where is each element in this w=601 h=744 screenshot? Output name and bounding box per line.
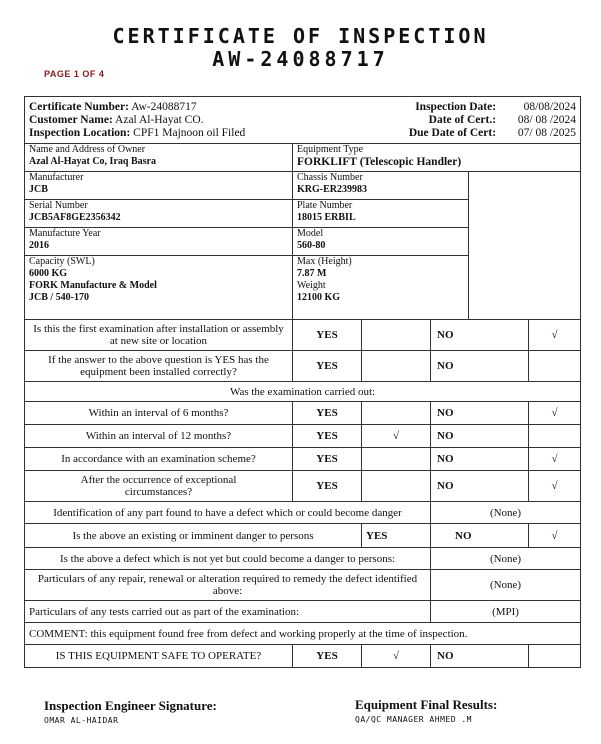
plate-value: 18015 ERBIL xyxy=(297,212,356,223)
repair-particulars-answer: (None) xyxy=(431,570,581,601)
future-danger-answer: (None) xyxy=(431,548,581,570)
question-installed-correctly: If the answer to the above question is YES has the equipment been installed correctly? xyxy=(25,351,293,382)
question-row xyxy=(25,471,581,502)
question-row xyxy=(25,320,581,351)
no-check: √ xyxy=(529,471,581,502)
no-check: √ xyxy=(529,320,581,351)
header-left xyxy=(29,101,245,140)
model-value: 560-80 xyxy=(297,240,326,251)
no-check: √ xyxy=(529,402,581,425)
final-results-label: Equipment Final Results: xyxy=(355,697,498,712)
no-label: NO xyxy=(431,351,529,382)
yes-check: √ xyxy=(362,645,431,668)
question-repair-particulars: Particulars of any repair, renewal or alteration required to remedy the defect identified above: xyxy=(25,570,431,601)
yes-check-cell xyxy=(362,320,431,351)
question-row xyxy=(25,351,581,382)
customer-label: Customer Name: xyxy=(29,113,113,126)
chassis-label: Chassis Number xyxy=(297,172,363,183)
question-row xyxy=(25,548,581,570)
no-label: NO xyxy=(431,448,529,471)
capacity-label: Capacity (SWL) xyxy=(29,256,95,267)
question-examination-scheme: In accordance with an examination scheme? xyxy=(25,448,293,471)
inspection-table xyxy=(24,96,581,668)
date-cert: 08/ 08 /2024 xyxy=(517,113,577,126)
location-label: Inspection Location: xyxy=(29,126,131,139)
defect-identification-answer: (None) xyxy=(431,502,581,524)
yes-check-cell xyxy=(362,351,431,382)
no-label: NO xyxy=(431,425,529,448)
tests-carried-out-answer: (MPI) xyxy=(431,601,581,623)
question-row xyxy=(25,524,581,548)
no-label: NO xyxy=(431,402,529,425)
yes-label: YES xyxy=(293,320,362,351)
capacity-value: 6000 KG xyxy=(29,268,68,279)
chassis-value: KRG-ER239983 xyxy=(297,184,367,195)
no-check: √ xyxy=(529,524,581,548)
question-row xyxy=(25,402,581,425)
no-label: NO xyxy=(431,320,529,351)
qa-manager-name: QA/QC MANAGER AHMED .M xyxy=(355,715,472,724)
cert-number-label: Certificate Number: xyxy=(29,100,129,113)
plate-label: Plate Number xyxy=(297,200,353,211)
details-row xyxy=(25,144,581,172)
question-row xyxy=(25,502,581,524)
due-date-label: Due Date of Cert: xyxy=(408,126,497,139)
fork-value: JCB / 540-170 xyxy=(29,292,89,303)
certificate-code-title: AW-24088717 xyxy=(212,47,389,71)
yes-label: YES xyxy=(293,351,362,382)
header-row xyxy=(25,97,581,144)
question-first-exam: Is this the first examination after installation or assembly at new site or location xyxy=(25,320,293,351)
engineer-signature-label: Inspection Engineer Signature: xyxy=(44,698,217,713)
customer-name: Azal Al-Hayat CO. xyxy=(115,113,204,126)
max-height-value: 7.87 M xyxy=(297,268,327,279)
no-check-cell xyxy=(529,351,581,382)
manufacturer-value: JCB xyxy=(29,184,48,195)
yes-label: YES xyxy=(293,425,362,448)
comment-row xyxy=(25,623,581,645)
manufacturer-label: Manufacturer xyxy=(29,172,84,183)
equipment-type-label: Equipment Type xyxy=(297,144,364,155)
page-indicator: PAGE 1 OF 4 xyxy=(44,69,105,79)
yes-check-cell xyxy=(362,471,431,502)
certificate-title: CERTIFICATE OF INSPECTION xyxy=(112,24,489,48)
owner-label: Name and Address of Owner xyxy=(29,144,146,155)
inspection-date: 08/08/2024 xyxy=(523,100,577,113)
yes-label: YES xyxy=(293,448,362,471)
yes-check-cell xyxy=(362,402,431,425)
fork-label: FORK Manufacture & Model xyxy=(29,280,157,291)
question-safe-to-operate: IS THIS EQUIPMENT SAFE TO OPERATE? xyxy=(25,645,293,668)
question-row xyxy=(25,645,581,668)
yes-label: YES xyxy=(362,524,431,548)
details-row xyxy=(25,172,581,200)
section-row xyxy=(25,382,581,402)
max-height-label: Max (Height) xyxy=(297,256,352,267)
yes-label: YES xyxy=(293,471,362,502)
no-label: NO xyxy=(431,524,529,548)
serial-value: JCB5AF8GE2356342 xyxy=(29,212,121,223)
question-defect-identification: Identification of any part found to have a defect which or could become danger xyxy=(25,502,431,524)
inspection-location: CPF1 Majnoon oil Filed xyxy=(133,126,246,139)
question-future-danger: Is the above a defect which is not yet but could become a danger to persons: xyxy=(25,548,431,570)
question-row xyxy=(25,570,581,601)
date-cert-label: Date of Cert.: xyxy=(428,113,497,126)
inspection-comment: COMMENT: this equipment found free from defect and working properly at the time of inspection. xyxy=(25,623,581,645)
question-row xyxy=(25,448,581,471)
inspection-date-label: Inspection Date: xyxy=(415,100,497,113)
header-right xyxy=(378,101,576,140)
weight-value: 12100 KG xyxy=(297,292,341,303)
question-6-months: Within an interval of 6 months? xyxy=(25,402,293,425)
owner-value: Azal Al-Hayat Co, Iraq Basra xyxy=(29,156,156,167)
yes-check-cell xyxy=(362,448,431,471)
yes-label: YES xyxy=(293,645,362,668)
cert-number: Aw-24088717 xyxy=(131,100,197,113)
equipment-type-value: FORKLIFT (Telescopic Handler) xyxy=(297,156,462,168)
no-check-cell xyxy=(529,425,581,448)
no-label: NO xyxy=(431,645,529,668)
yes-label: YES xyxy=(293,402,362,425)
question-row xyxy=(25,601,581,623)
year-label: Manufacture Year xyxy=(29,228,101,239)
serial-label: Serial Number xyxy=(29,200,88,211)
no-label: NO xyxy=(431,471,529,502)
question-tests-carried-out: Particulars of any tests carried out as part of the examination: xyxy=(25,601,431,623)
question-imminent-danger: Is the above an existing or imminent danger to persons xyxy=(25,524,362,548)
no-check-cell xyxy=(529,645,581,668)
no-check: √ xyxy=(529,448,581,471)
weight-label: Weight xyxy=(297,280,326,291)
engineer-name: OMAR AL-HAIDAR xyxy=(44,716,119,725)
yes-check: √ xyxy=(362,425,431,448)
question-12-months: Within an interval of 12 months? xyxy=(25,425,293,448)
question-exceptional-circumstances: After the occurrence of exceptional circumstances? xyxy=(25,471,293,502)
model-label: Model xyxy=(297,228,324,239)
examination-carried-out-heading: Was the examination carried out: xyxy=(25,382,581,402)
question-row xyxy=(25,425,581,448)
due-date: 07/ 08 /2025 xyxy=(517,126,577,139)
year-value: 2016 xyxy=(29,240,49,251)
